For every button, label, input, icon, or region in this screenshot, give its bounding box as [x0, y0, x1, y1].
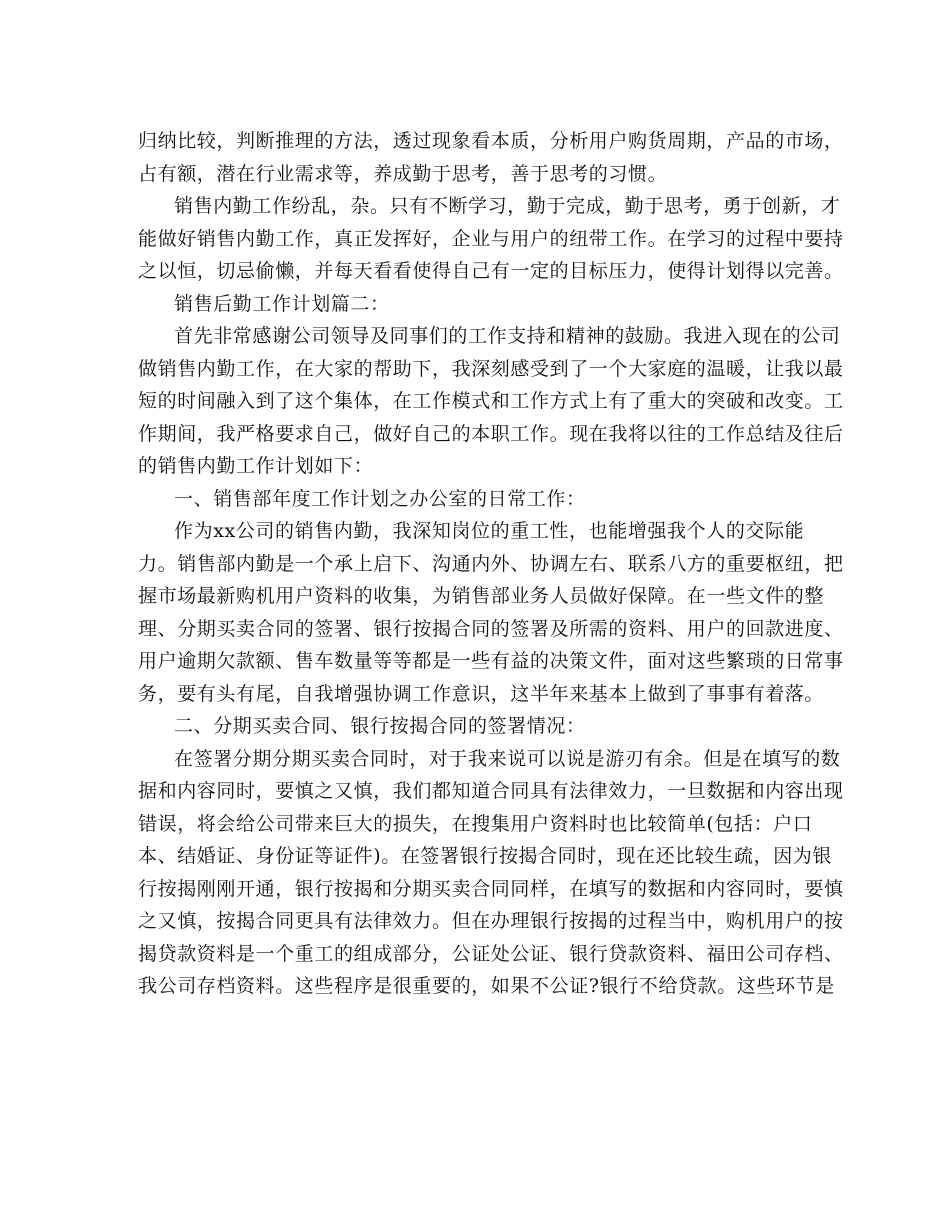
text-line: 之又慎，按揭合同更具有法律效力。但在办理银行按揭的过程当中，购机用户的按	[138, 910, 844, 932]
text-line: 能做好销售内勤工作，真正发挥好，企业与用户的纽带工作。在学习的过程中要持	[138, 227, 844, 250]
text-line: 理、分期买卖合同的签署、银行按揭合同的签署及所需的资料、用户的回款进度、	[138, 617, 844, 640]
text-line: 用户逾期欠款额、售车数量等等都是一些有益的决策文件，面对这些繁琐的日常事	[138, 650, 844, 672]
text-line: 在签署分期分期买卖合同时，对于我来说可以说是游刃有余。但是在填写的数	[174, 747, 841, 770]
text-line: 一、销售部年度工作计划之办公室的日常工作：	[174, 487, 586, 510]
text-line: 揭贷款资料是一个重工的组成部分，公证处公证、银行贷款资料、福田公司存档、	[138, 942, 844, 965]
text-line: 占有额，潜在行业需求等，养成勤于思考，善于思考的习惯。	[138, 162, 668, 185]
text-line: 力。销售部内勤是一个承上启下、沟通内外、协调左右、联系八方的重要枢纽，把	[138, 552, 844, 575]
text-line: 本、结婚证、身份证等证件)。在签署银行按揭合同时，现在还比较生疏，因为银	[138, 845, 833, 867]
text-line: 二、分期买卖合同、银行按揭合同的签署情况：	[174, 715, 586, 737]
text-line: 务，要有头有尾，自我增强协调工作意识，这半年来基本上做到了事事有着落。	[138, 682, 825, 705]
text-line: 我公司存档资料。这些程序是很重要的，如果不公证?银行不给贷款。这些环节是	[138, 975, 835, 997]
text-line: 销售后勤工作计划篇二：	[174, 292, 390, 315]
text-line: 错误，将会给公司带来巨大的损失，在搜集用户资料时也比较简单(包括：户口	[138, 812, 813, 835]
text-line: 做销售内勤工作，在大家的帮助下，我深刻感受到了一个大家庭的温暖，让我以最	[138, 357, 844, 380]
text-line: 归纳比较，判断推理的方法，透过现象看本质，分析用户购货周期，产品的市场，	[138, 130, 844, 152]
text-line: 据和内容同时，要慎之又慎，我们都知道合同具有法律效力，一旦数据和内容出现	[138, 780, 844, 802]
text-line: 之以恒，切忌偷懒，并每天看看使得自己有一定的目标压力，使得计划得以完善。	[138, 260, 844, 282]
text-line: 握市场最新购机用户资料的收集，为销售部业务人员做好保障。在一些文件的整	[138, 585, 825, 607]
text-line: 作为xx公司的销售内勤，我深知岗位的重工性，也能增强我个人的交际能	[174, 520, 805, 542]
text-line: 的销售内勤工作计划如下：	[138, 455, 374, 477]
text-line: 行按揭刚刚开通，银行按揭和分期买卖合同同样，在填写的数据和内容同时，要慎	[138, 877, 844, 900]
document-body	[138, 125, 844, 1003]
text-line: 首先非常感谢公司领导及同事们的工作支持和精神的鼓励。我进入现在的公司	[174, 325, 841, 347]
text-line: 短的时间融入到了这个集体，在工作模式和工作方式上有了重大的突破和改变。工	[138, 390, 844, 412]
text-line: 作期间，我严格要求自己，做好自己的本职工作。现在我将以往的工作总结及往后	[138, 422, 844, 445]
text-line: 销售内勤工作纷乱，杂。只有不断学习，勤于完成，勤于思考，勇于创新，才	[174, 195, 841, 217]
